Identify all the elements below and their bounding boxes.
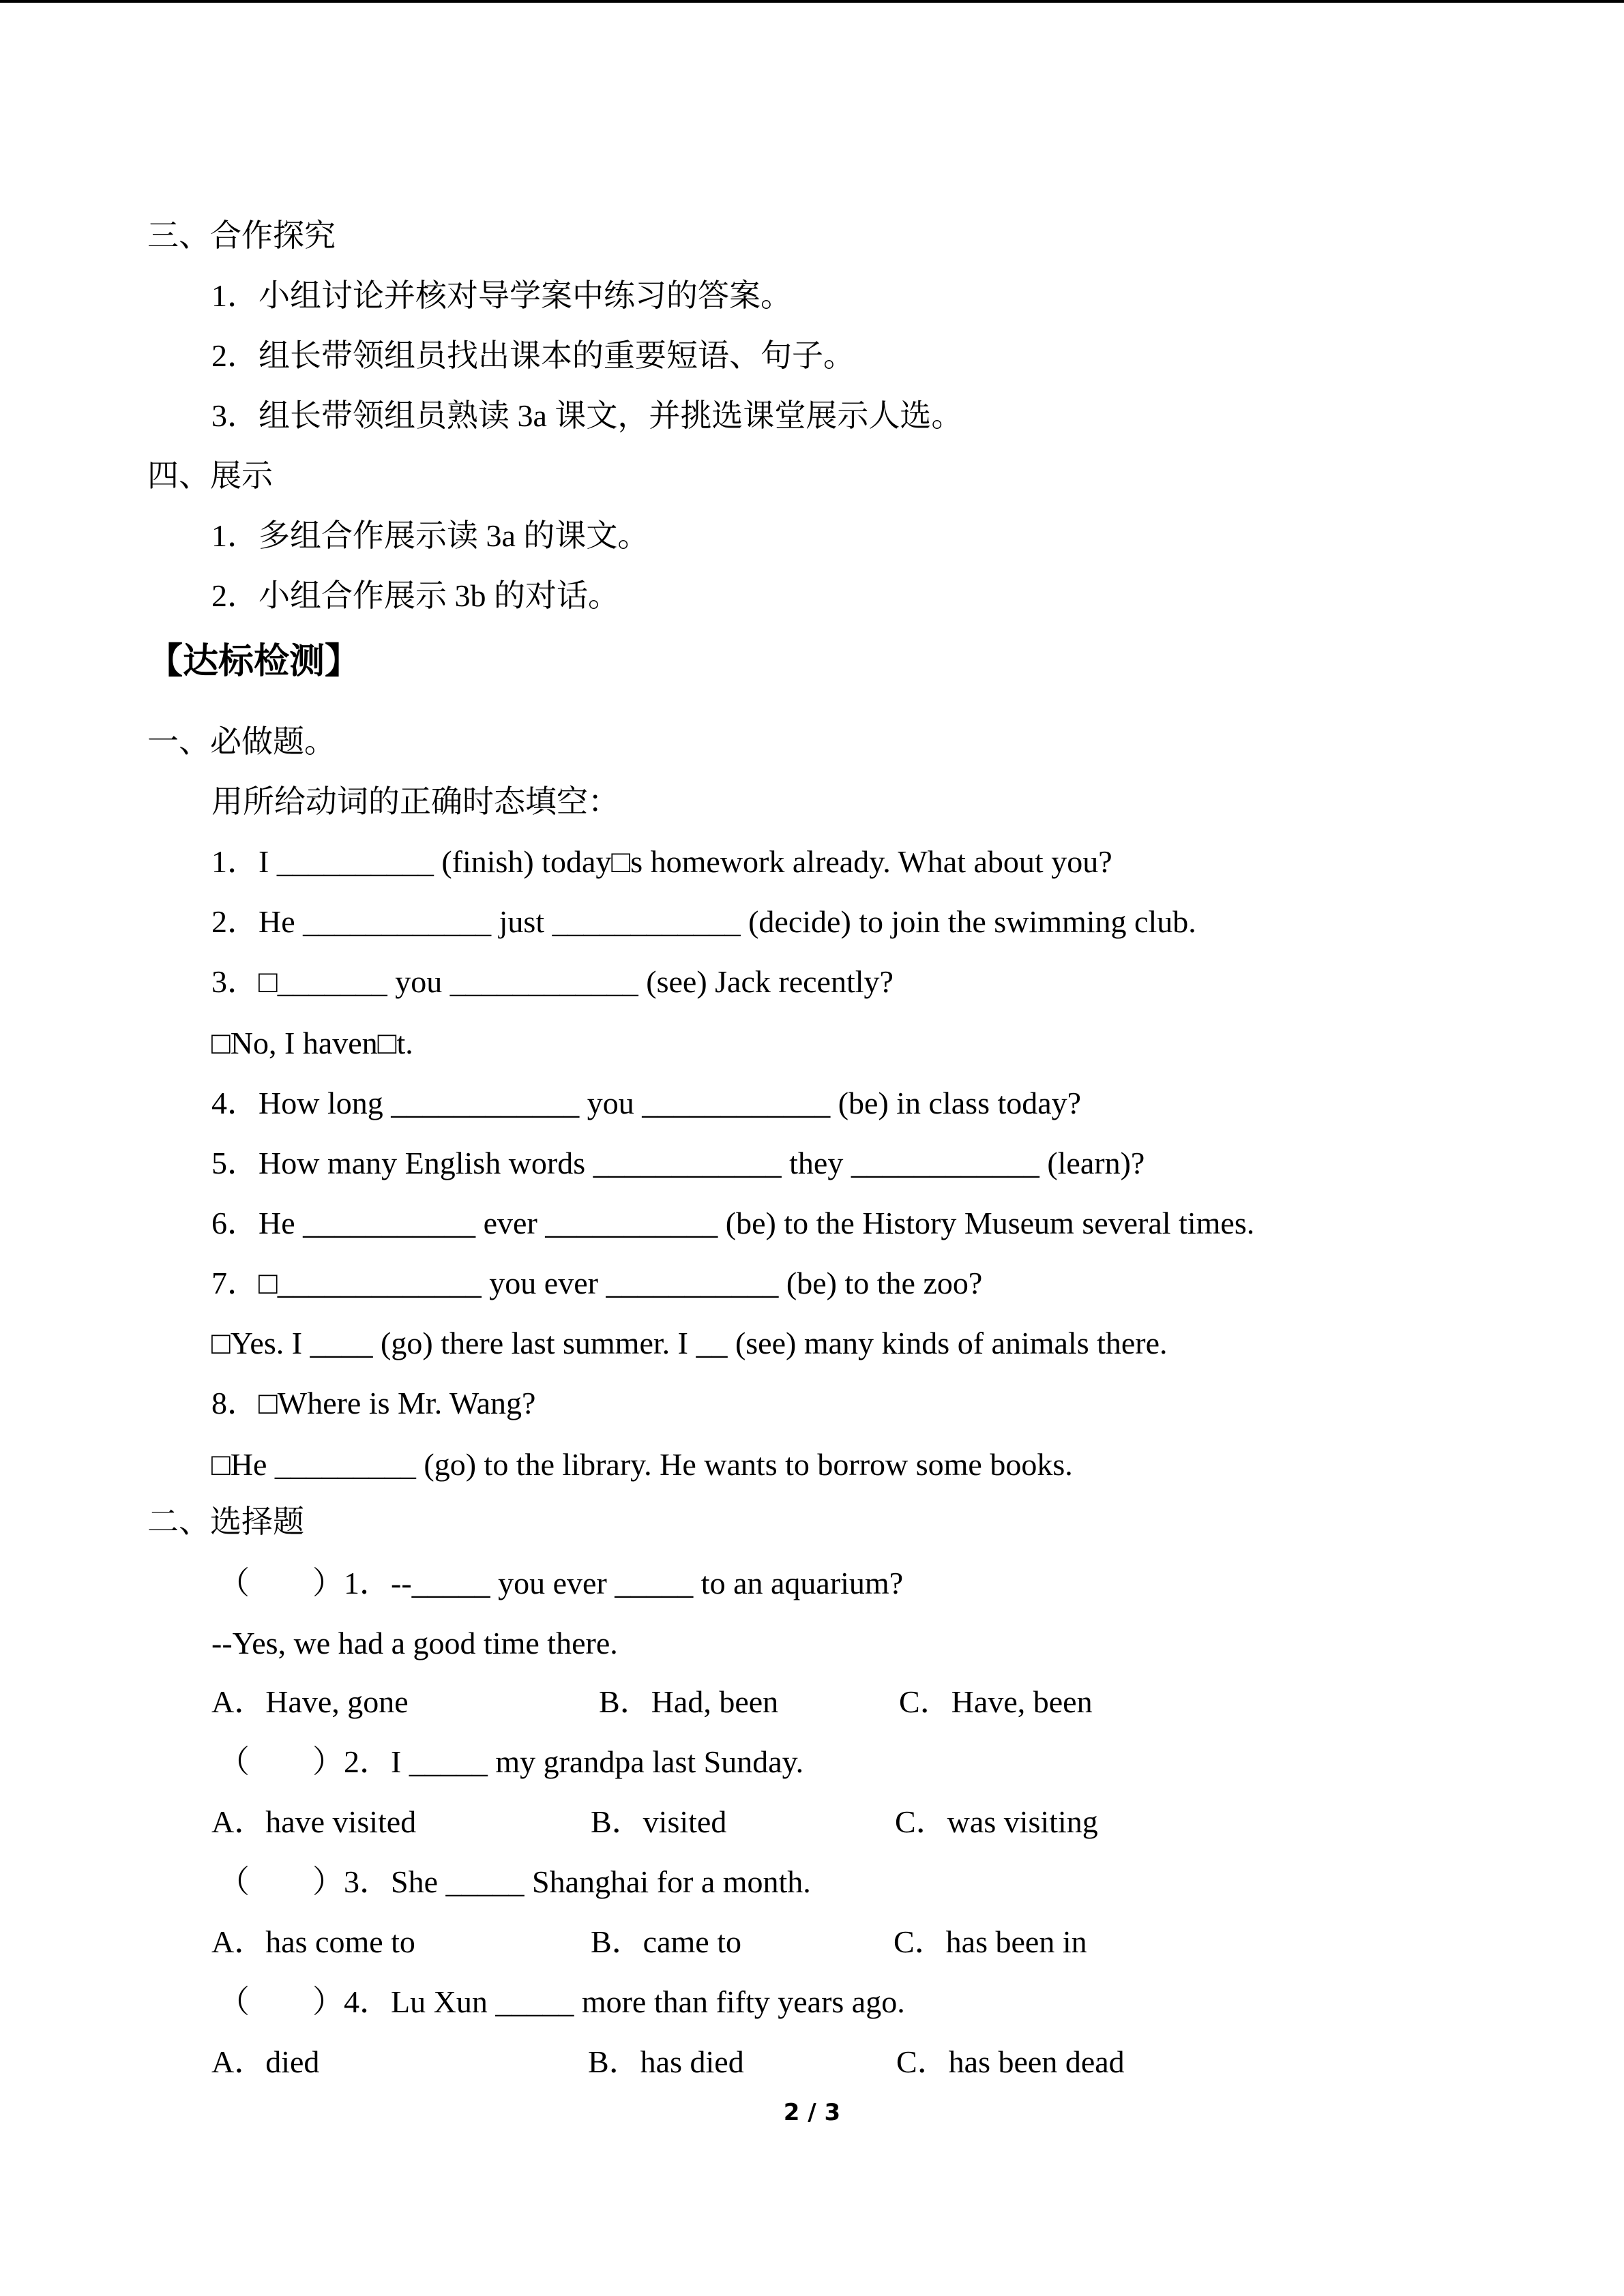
test-heading: 【达标检测】 [147, 641, 361, 682]
fill-blank-line: □He _________ (go) to the library. He wants to borrow some books. [211, 1447, 1073, 1482]
list-item: 2．组长带领组员找出课本的重要短语、句子。 [211, 338, 855, 373]
option-b: B．Had, been [599, 1684, 779, 1719]
question-stem: （ ）3．She _____ Shanghai for a month. [218, 1864, 811, 1899]
fill-blank-line: 8．□Where is Mr. Wang? [211, 1386, 536, 1420]
list-item: 1．多组合作展示读 3a 的课文。 [211, 518, 649, 553]
part1-instruction: 用所给动词的正确时态填空： [211, 784, 619, 819]
list-item: 3．组长带领组员熟读 3a 课文，并挑选课堂展示人选。 [211, 398, 963, 433]
list-item: 2．小组合作展示 3b 的对话。 [211, 578, 619, 613]
option-c: C．Have, been [899, 1684, 1093, 1719]
fill-blank-line: 3．□_______ you ____________ (see) Jack recently? [211, 964, 894, 999]
section-title-cooperation: 三、合作探究 [147, 218, 336, 253]
question-stem: （ ）1．--_____ you ever _____ to an aquarium? [218, 1566, 904, 1600]
fill-blank-line: 7．□_____________ you ever ___________ (be) to the zoo? [211, 1266, 983, 1300]
fill-blank-line: 4．How long ____________ you ____________ (be) in class today? [211, 1086, 1082, 1120]
option-a: A．Have, gone [211, 1684, 409, 1719]
fill-blank-line: □Yes. I ____ (go) there last summer. I __ (see) many kinds of animals there. [211, 1326, 1168, 1360]
section-title-display: 四、展示 [147, 458, 273, 493]
fill-blank-line: 5．How many English words ____________ they ____________ (learn)? [211, 1146, 1145, 1180]
option-a: A．has come to [211, 1924, 415, 1959]
fill-blank-line: □No, I haven□t. [211, 1026, 413, 1060]
option-c: C．was visiting [895, 1804, 1098, 1839]
option-c: C．has been dead [896, 2044, 1125, 2079]
question-stem: （ ）4．Lu Xun _____ more than fifty years ago. [218, 1984, 905, 2019]
option-a: A．died [211, 2044, 320, 2079]
page-number: 2 / 3 [783, 2099, 841, 2126]
option-b: B．has died [588, 2044, 744, 2079]
question-extra: --Yes, we had a good time there. [211, 1626, 618, 1660]
fill-blank-line: 1．I __________ (finish) today□s homework already. What about you? [211, 844, 1112, 879]
option-b: B．visited [591, 1804, 727, 1839]
top-border [0, 0, 1624, 3]
question-stem: （ ）2．I _____ my grandpa last Sunday. [218, 1744, 804, 1779]
part1-title: 一、必做题。 [147, 724, 336, 759]
option-b: B．came to [591, 1924, 741, 1959]
fill-blank-line: 2．He ____________ just ____________ (decide) to join the swimming club. [211, 904, 1196, 939]
fill-blank-line: 6．He ___________ ever ___________ (be) to the History Museum several times. [211, 1206, 1255, 1240]
list-item: 1．小组讨论并核对导学案中练习的答案。 [211, 278, 792, 313]
part2-title: 二、选择题 [147, 1504, 304, 1539]
option-a: A．have visited [211, 1804, 417, 1839]
option-c: C．has been in [894, 1924, 1087, 1959]
